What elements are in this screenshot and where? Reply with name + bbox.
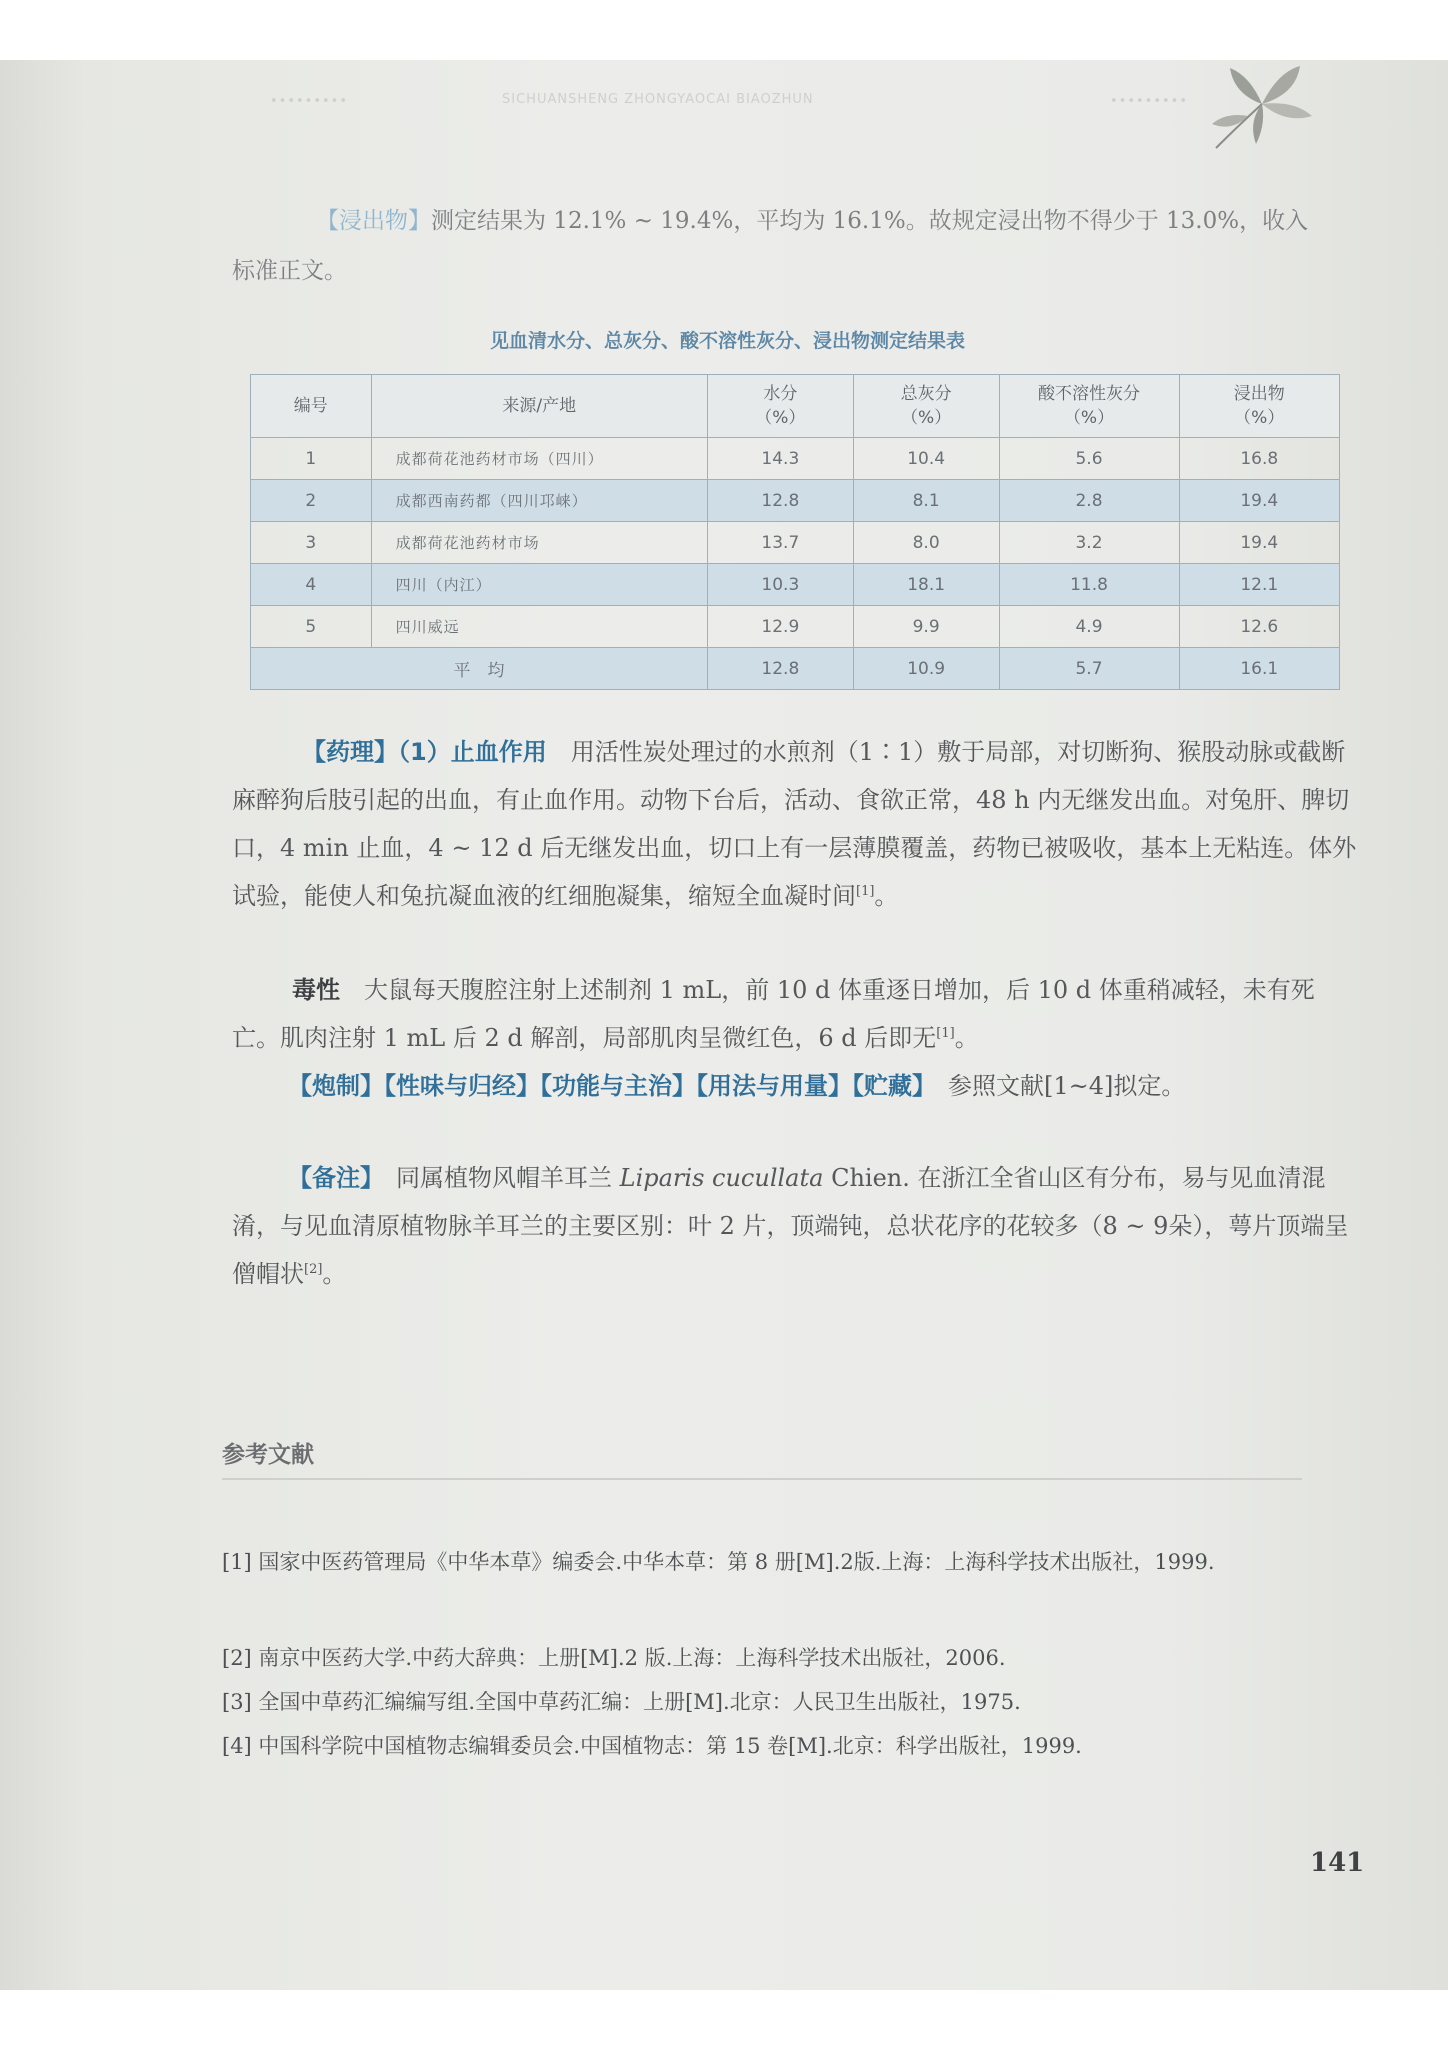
cell-avg-acid-ash: 5.7 [999, 648, 1179, 690]
cell-extract: 19.4 [1179, 480, 1340, 522]
pharmacology-paragraph [232, 728, 1362, 920]
cell-no: 5 [251, 606, 372, 648]
cell-avg-extract: 16.1 [1179, 648, 1340, 690]
cell-acid-ash: 2.8 [999, 480, 1179, 522]
header-right-dots: ••••••••• [1110, 94, 1189, 109]
cell-source: 成都西南药都（四川邛崃） [371, 480, 707, 522]
col-header-water: 水分 （%） [707, 375, 853, 438]
cell-extract: 12.6 [1179, 606, 1340, 648]
pharmacology-end: 。 [874, 882, 899, 910]
cell-water: 14.3 [707, 438, 853, 480]
processing-paragraph [232, 1062, 1362, 1110]
cell-no: 2 [251, 480, 372, 522]
col-header-acid-ash: 酸不溶性灰分 （%） [999, 375, 1179, 438]
remarks-text-a: 同属植物风帽羊耳兰 [396, 1164, 612, 1192]
toxicity-text: 大鼠每天腹腔注射上述制剂 1 mL，前 10 d 体重逐日增加，后 10 d 体重稍减轻，未有死亡。肌肉注射 1 mL 后 2 d 解剖，局部肌肉呈微红色，6 d 后即无 [232, 976, 1315, 1052]
col-header-ash: 总灰分 （%） [853, 375, 999, 438]
toxicity-ref: [1] [936, 1026, 955, 1041]
col-header-no: 编号 [251, 375, 372, 438]
cell-acid-ash: 3.2 [999, 522, 1179, 564]
processing-label: 【炮制】【性味与归经】【功能与主治】【用法与用量】【贮藏】 [288, 1072, 924, 1100]
extract-text: 测定结果为 12.1% ~ 19.4%，平均为 16.1%。故规定浸出物不得少于 13.0%，收入标准正文。 [232, 208, 1309, 284]
cell-acid-ash: 11.8 [999, 564, 1179, 606]
cell-no: 3 [251, 522, 372, 564]
cell-water: 10.3 [707, 564, 853, 606]
remarks-label: 【备注】 [288, 1164, 372, 1192]
col-header-extract: 浸出物 （%） [1179, 375, 1340, 438]
cell-water: 13.7 [707, 522, 853, 564]
reference-item: [1] 国家中医药管理局《中华本草》编委会.中华本草：第 8 册[M].2版.上海：上海科学技术出版社，1999. [222, 1550, 1215, 1574]
cell-source: 成都荷花池药材市场 [371, 522, 707, 564]
cell-average-label: 平 均 [251, 648, 708, 690]
cell-acid-ash: 4.9 [999, 606, 1179, 648]
pharmacology-text: 用活性炭处理过的水煎剂（1∶1）敷于局部，对切断狗、猴股动脉或截断麻醉狗后肢引起的出血，有止血作用。动物下台后，活动、食欲正常，48 h 内无继发出血。对兔肝、脾切口，4 min 止血，4 ~ 12 d 后无继发出血，切口上有一层薄膜覆盖，药物已被吸收，基本上无粘连。体外试验，能使人和兔抗凝血液的红细胞凝集，缩短全血凝时间 [232, 738, 1357, 910]
table-row [251, 480, 1340, 522]
cell-no: 4 [251, 564, 372, 606]
remarks-latin: Liparis cucullata [619, 1164, 824, 1192]
reference-item: [2] 南京中医药大学.中药大辞典：上册[M].2 版.上海：上海科学技术出版社，2006. [222, 1646, 1006, 1670]
remarks-end: 。 [322, 1260, 347, 1288]
cell-ash: 8.0 [853, 522, 999, 564]
remarks-paragraph [232, 1154, 1362, 1298]
cell-source: 四川威远 [371, 606, 707, 648]
processing-text: 参照文献[1~4]拟定。 [948, 1072, 1186, 1100]
references-divider [222, 1478, 1302, 1480]
running-title: SICHUANSHENG ZHONGYAOCAI BIAOZHUN [502, 92, 814, 107]
table-row [251, 522, 1340, 564]
toxicity-end: 。 [954, 1024, 979, 1052]
extract-paragraph [232, 196, 1312, 296]
cell-ash: 18.1 [853, 564, 999, 606]
reference-item: [4] 中国科学院中国植物志编辑委员会.中国植物志：第 15 卷[M].北京：科学出版社，1999. [222, 1734, 1082, 1758]
table-header-row [251, 375, 1340, 438]
cell-ash: 10.4 [853, 438, 999, 480]
cell-avg-ash: 10.9 [853, 648, 999, 690]
table-row [251, 564, 1340, 606]
pharmacology-ref: [1] [856, 884, 875, 899]
results-table [250, 374, 1340, 690]
page-number: 141 [1310, 1848, 1365, 1878]
cell-avg-water: 12.8 [707, 648, 853, 690]
cell-extract: 12.1 [1179, 564, 1340, 606]
reference-item: [3] 全国中草药汇编编写组.全国中草药汇编：上册[M].北京：人民卫生出版社，1975. [222, 1690, 1021, 1714]
remarks-ref: [2] [304, 1262, 323, 1277]
table-row [251, 606, 1340, 648]
cell-no: 1 [251, 438, 372, 480]
pharmacology-sub: （1）止血作用 [398, 738, 547, 766]
references-heading: 参考文献 [222, 1442, 314, 1468]
toxicity-label: 毒性 [292, 976, 340, 1004]
cell-extract: 16.8 [1179, 438, 1340, 480]
toxicity-paragraph [232, 966, 1362, 1062]
cell-ash: 9.9 [853, 606, 999, 648]
extract-label: 【浸出物】 [316, 208, 431, 234]
header-left-dots: ••••••••• [270, 94, 349, 109]
leaf-sprig-icon [1200, 58, 1320, 158]
pharmacology-label: 【药理】 [302, 738, 398, 766]
cell-water: 12.8 [707, 480, 853, 522]
cell-acid-ash: 5.6 [999, 438, 1179, 480]
table-title: 见血清水分、总灰分、酸不溶性灰分、浸出物测定结果表 [490, 330, 966, 352]
remarks-text-b: Chien. 在浙江全省山区有分布，易与见血清混淆，与见血清原植物脉羊耳兰的主要区别：叶 2 片，顶端钝，总状花序的花较多（8 ~ 9朵），萼片顶端呈僧帽状 [232, 1164, 1349, 1288]
table-average-row [251, 648, 1340, 690]
running-header [240, 88, 1320, 112]
col-header-source: 来源/产地 [371, 375, 707, 438]
table-row [251, 438, 1340, 480]
cell-source: 成都荷花池药材市场（四川） [371, 438, 707, 480]
cell-ash: 8.1 [853, 480, 999, 522]
cell-source: 四川（内江） [371, 564, 707, 606]
cell-extract: 19.4 [1179, 522, 1340, 564]
cell-water: 12.9 [707, 606, 853, 648]
